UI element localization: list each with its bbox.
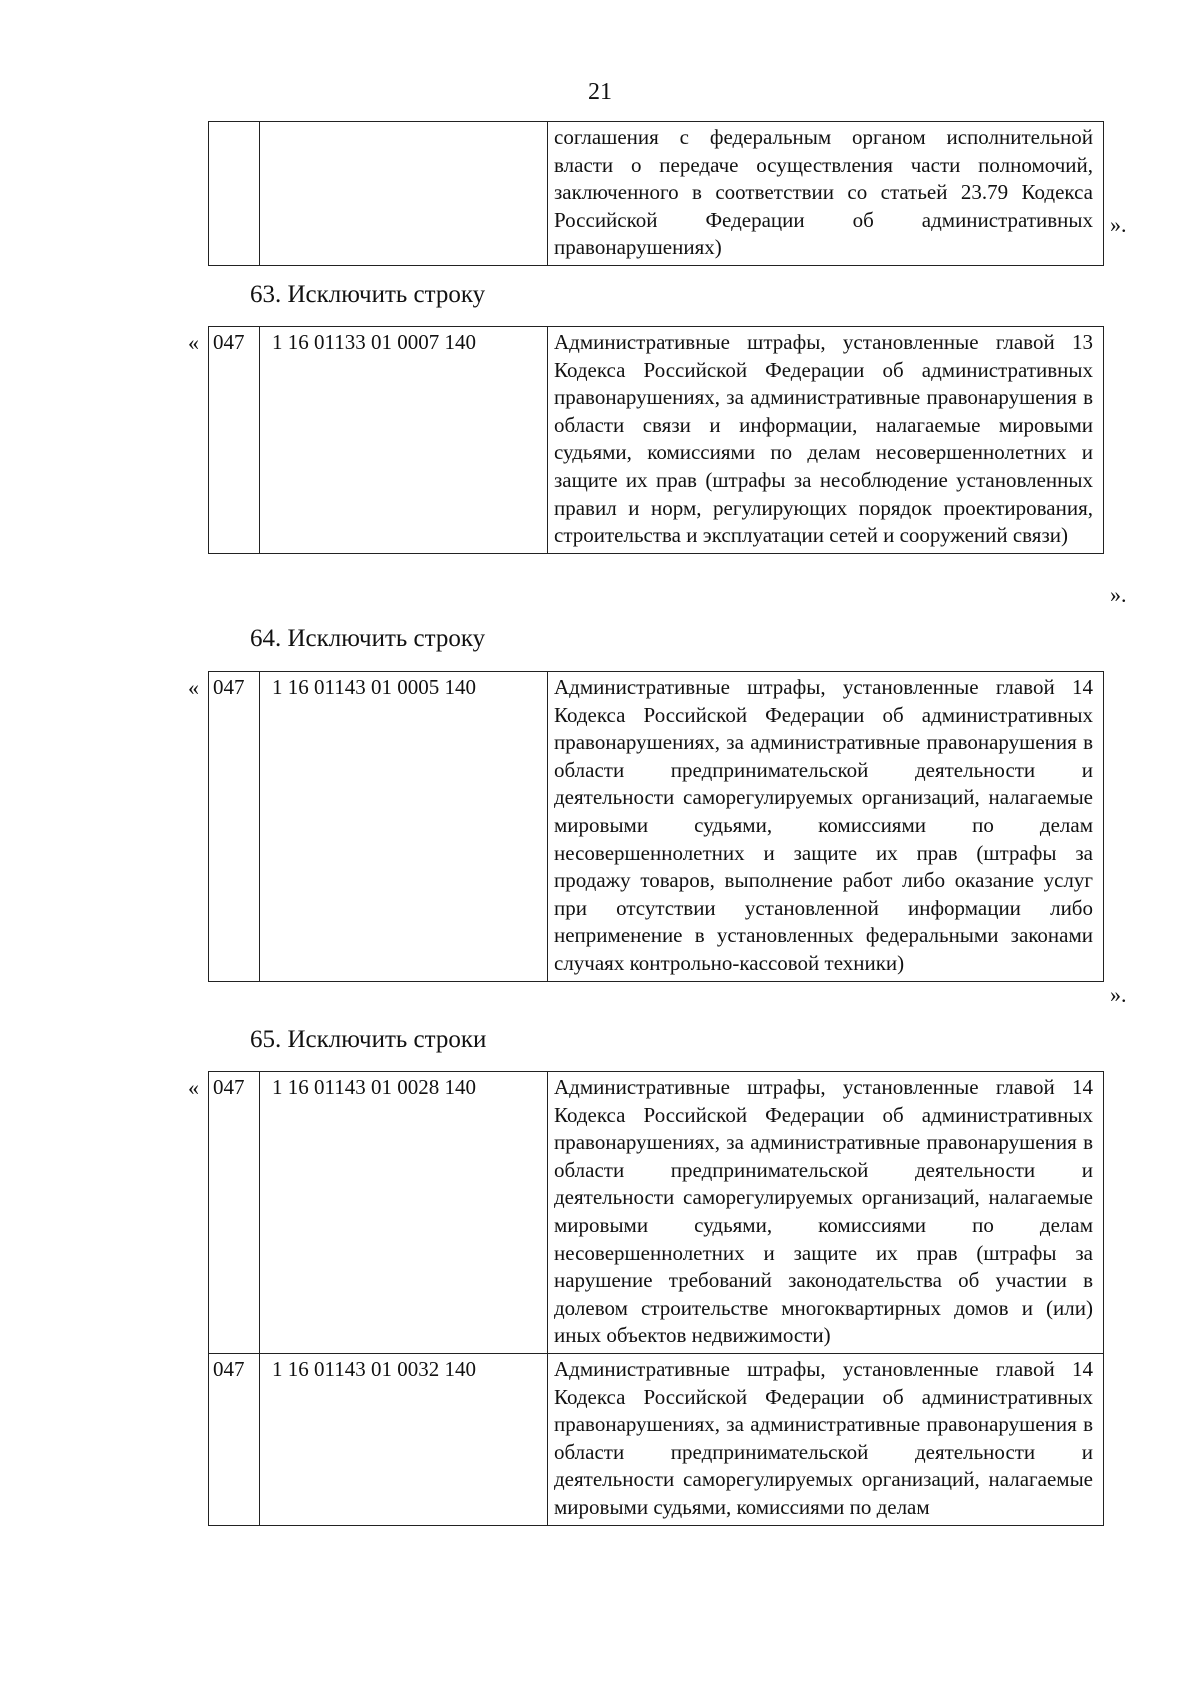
description-cell: Административные штрафы, установленные главой 14 Кодекса Российской Федерации об административных правонарушениях, за административные правонарушения в области предпринимательской деятельности и деятельности саморегулируемых организаций, налагаемые мировыми судьями, комиссиями по делам xyxy=(548,1353,1104,1525)
kbk-cell: 1 16 01143 01 0028 140 xyxy=(260,1072,548,1354)
table-65 xyxy=(208,1071,1104,1526)
section-heading-64: 64. Исключить строку xyxy=(250,625,486,652)
table-row xyxy=(209,1072,1104,1354)
code-cell: 047 xyxy=(209,327,260,554)
code-cell xyxy=(209,122,260,266)
kbk-cell: 1 16 01143 01 0005 140 xyxy=(260,672,548,982)
kbk-cell xyxy=(260,122,548,266)
opening-quote: « xyxy=(188,675,199,700)
code-cell: 047 xyxy=(209,1072,260,1354)
table-64 xyxy=(208,671,1104,982)
table-row xyxy=(209,327,1104,554)
closing-quote: ». xyxy=(1110,982,1127,1007)
kbk-cell: 1 16 01143 01 0032 140 xyxy=(260,1353,548,1525)
page-number: 21 xyxy=(588,79,612,105)
table-row xyxy=(209,122,1104,266)
table-row xyxy=(209,672,1104,982)
description-cell: Административные штрафы, установленные главой 14 Кодекса Российской Федерации об административных правонарушениях, за административные правонарушения в области предпринимательской деятельности и деятельности саморегулируемых организаций, налагаемые мировыми судьями, комиссиями по делам несовершеннолетних и защите их прав (штрафы за нарушение требований законодательства об участии в долевом строительстве многоквартирных домов и (или) иных объектов недвижимости) xyxy=(548,1072,1104,1354)
description-cell: Административные штрафы, установленные главой 14 Кодекса Российской Федерации об административных правонарушениях, за административные правонарушения в области предпринимательской деятельности и деятельности саморегулируемых организаций, налагаемые мировыми судьями, комиссиями по делам несовершеннолетних и защите их прав (штрафы за продажу товаров, выполнение работ либо оказание услуг при отсутствии установленной информации либо неприменение в установленных федеральными законами случаях контрольно-кассовой техники) xyxy=(548,672,1104,982)
code-cell: 047 xyxy=(209,672,260,982)
closing-quote: ». xyxy=(1110,582,1127,607)
code-cell: 047 xyxy=(209,1353,260,1525)
closing-quote: ». xyxy=(1110,212,1127,237)
kbk-cell: 1 16 01133 01 0007 140 xyxy=(260,327,548,554)
section-heading-63: 63. Исключить строку xyxy=(250,281,486,308)
opening-quote: « xyxy=(188,330,199,355)
description-cell: соглашения с федеральным органом исполнительной власти о передаче осуществления части полномочий, заключенного в соответствии со статьей 23.79 Кодекса Российской Федерации об административных правонарушениях) xyxy=(548,122,1104,266)
table-row xyxy=(209,1353,1104,1525)
section-heading-65: 65. Исключить строки xyxy=(250,1026,487,1053)
table-63 xyxy=(208,326,1104,554)
description-cell: Административные штрафы, установленные главой 13 Кодекса Российской Федерации об административных правонарушениях, за административные правонарушения в области связи и информации, налагаемые мировыми судьями, комиссиями по делам несовершеннолетних и защите их прав (штрафы за несоблюдение установленных правил и норм, регулирующих порядок проектирования, строительства и эксплуатации сетей и сооружений связи) xyxy=(548,327,1104,554)
continuation-table xyxy=(208,121,1104,266)
opening-quote: « xyxy=(188,1075,199,1100)
